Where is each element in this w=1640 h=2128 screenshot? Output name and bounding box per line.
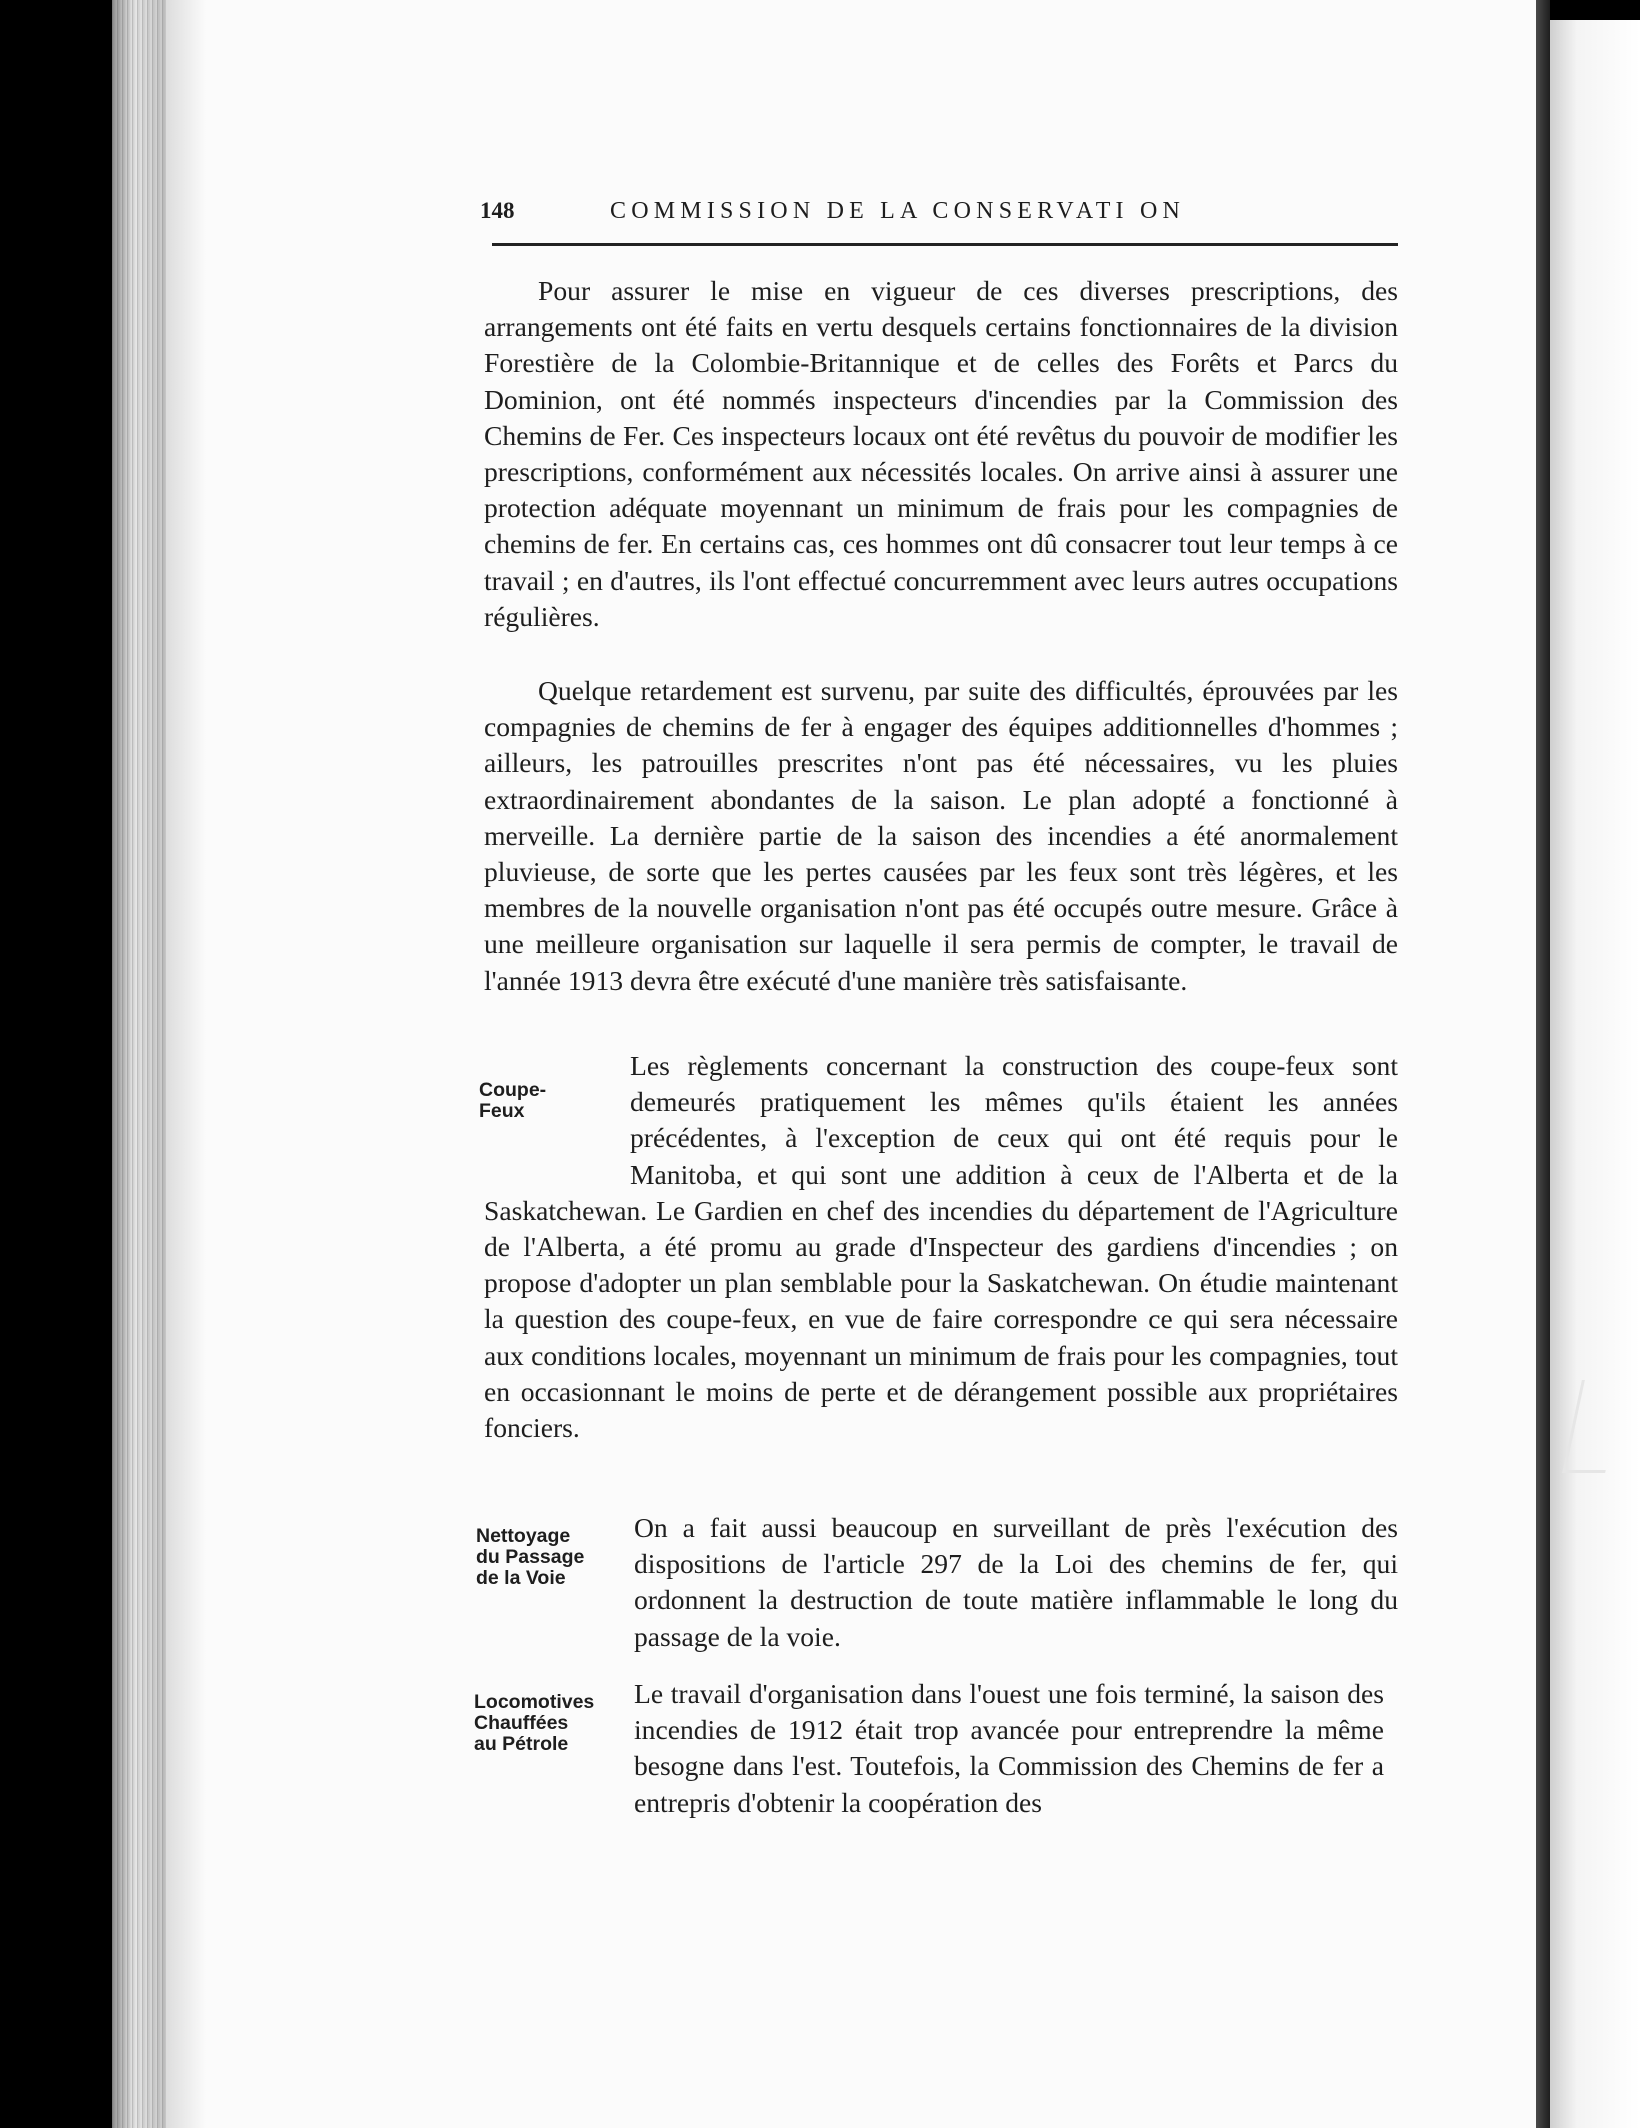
sidenote-line: de la Voie [476, 1567, 566, 1589]
running-head [480, 198, 1398, 234]
paragraph-clearing [484, 1510, 1398, 1655]
sidenote-space [484, 1048, 630, 1157]
running-title: COMMISSION DE LA CONSERVATI ON [610, 198, 1186, 224]
gutter-shade [166, 0, 206, 2128]
paragraph-clearing-text: On a fait aussi beaucoup en surveillant de près l'exécution des dispositions de l'article 297 de la Loi des chemins de fer, qui ordonnent la destruction de toute matière inflammable le long du passage de la voie. [634, 1512, 1398, 1652]
paragraph-locomotives [472, 1676, 1384, 1821]
sidenote-line: Locomotives [474, 1691, 595, 1713]
sidenote-line: Feux [479, 1100, 525, 1122]
page-number: 148 [480, 198, 515, 223]
paragraph-enforcement: Pour assurer le mise en vigueur de ces diverses prescriptions, des arrangements ont été faits en vertu desquels certains fonctionnaires de la division Forestière de la Colombie-Britannique et de celles des Forêts et Parcs du Dominion, ont été nommés inspecteurs d'incendies par la Commission des Chemins de Fer. Ces inspecteurs locaux ont été revêtus du pouvoir de modifier les prescriptions, conformément aux nécessités locales. On arrive ainsi à assurer une protection adéquate moyennant un minimum de frais pour les compagnies de chemins de fer. En certains cas, ces hommes ont dû consacrer tout leur temps à ce travail ; en d'autres, ils l'ont effectué concurremment avec leurs autres occupations régulières. [484, 275, 1398, 632]
sidenote-line: Nettoyage [476, 1525, 571, 1547]
header-rule [492, 243, 1398, 246]
paragraph-locomotives-text: Le travail d'organisation dans l'ouest une fois terminé, la saison des incendies de 1912 était trop avancée pour entreprendre la même besogne dans l'est. Toutefois, la Commission des Chemins de fer a entrepris d'obtenir la coopération des [634, 1678, 1384, 1818]
paragraph-firebreaks-text: Les règlements concernant la construction des coupe-feux sont demeurés pratiquement les mêmes qu'ils étaient les années précédentes, à l'exception de ceux qui ont été requis pour le Manitoba, et qui sont une addition à ceux de l'Alberta et de la Saskatchewan. Le Gardien en chef des incendies du département de l'Agriculture de l'Alberta, a été promu au grade d'Inspecteur des gardiens d'incendies ; on propose d'adopter un plan semblable pour la Saskatchewan. On étudie maintenant la question des coupe-feux, en vue de faire correspondre ce qui sera nécessaire aux conditions locales, moyennant un minimum de frais pour les compagnies, tout en occasionnant le moins de perte et de dérangement possible aux propriétaires fonciers. [484, 1050, 1398, 1444]
paragraph-firebreaks [484, 1048, 1398, 1446]
sidenote-line: du Passage [476, 1546, 585, 1568]
sidenote-space [484, 1510, 634, 1619]
page-edges-shadow [112, 0, 168, 2128]
sidenote-line: au Pétrole [474, 1733, 569, 1755]
sidenote-space [472, 1676, 634, 1785]
sidenote-line: Coupe- [479, 1079, 547, 1101]
paragraph-delays: Quelque retardement est survenu, par suite des difficultés, éprouvées par les compagnies de chemins de fer à engager des équipes additionnelles d'hommes ; ailleurs, les patrouilles prescrites n'ont pas été nécessaires, vu les pluies extraordinairement abondantes de la saison. Le plan adopté a fonctionné à merveille. La dernière partie de la saison des incendies a été anormalement pluvieuse, de sorte que les pertes causées par les feux sont très légères, et les membres de la nouvelle organisation n'ont pas été occupés outre mesure. Grâce à une meilleure organisation sur laquelle il sera permis de compter, le travail de l'année 1913 devra être exécuté d'une manière très satisfaisante. [484, 675, 1398, 996]
facing-page-strip [1550, 20, 1640, 2128]
book-spine-shadow [1536, 0, 1550, 2128]
sidenote-line: Chauffées [474, 1712, 569, 1734]
